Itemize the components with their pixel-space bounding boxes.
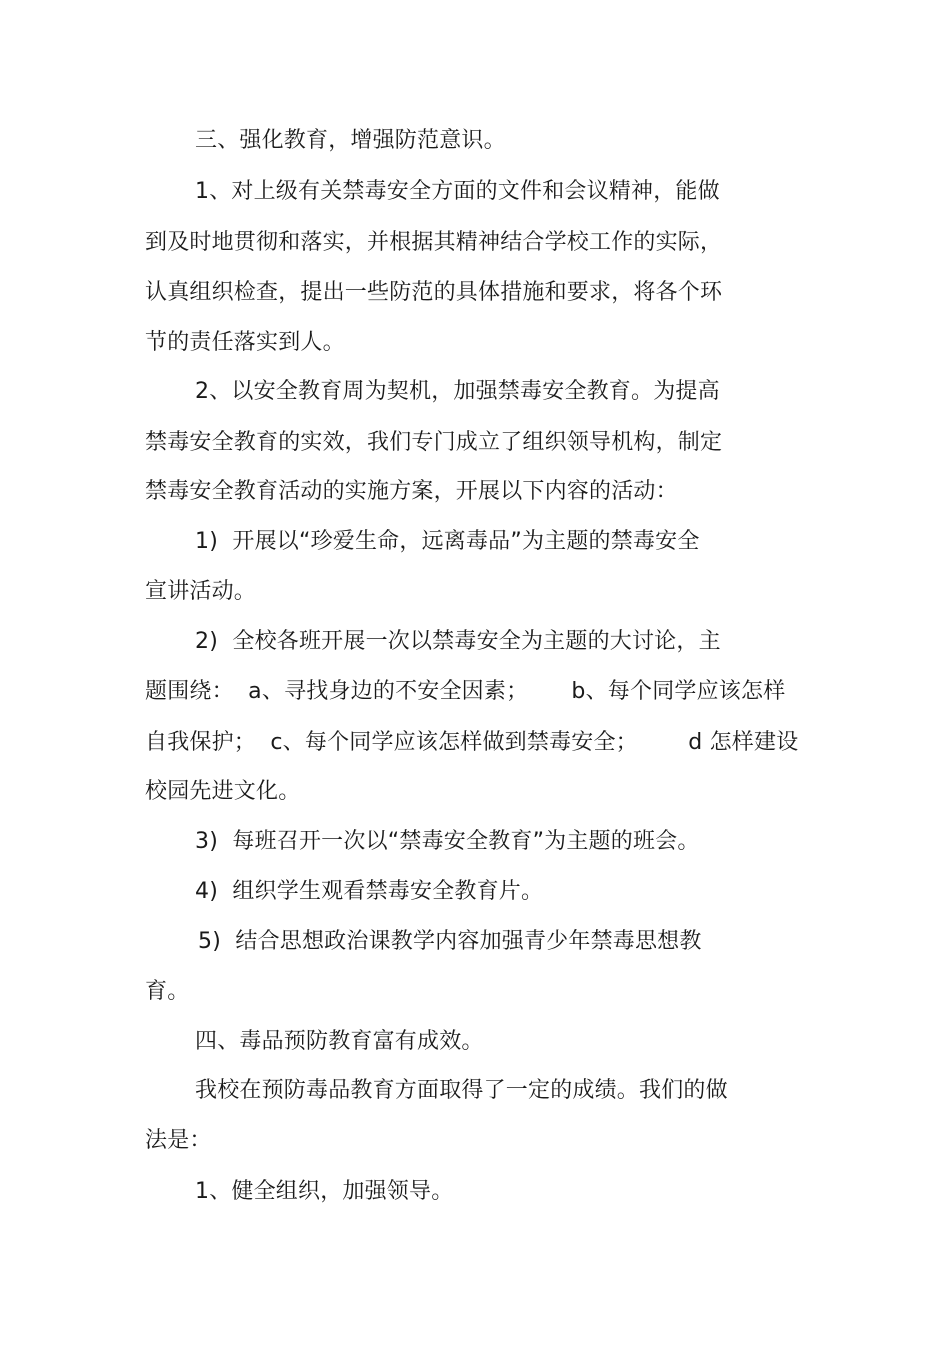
list-item-line: 4) 组织学生观看禁毒安全教育片。 [195, 879, 544, 904]
list-item-line: 5) 结合思想政治课教学内容加强青少年禁毒思想教 [198, 929, 702, 954]
list-item-line: 自我保护； c、每个同学应该怎样做到禁毒安全； d 怎样建设 [145, 730, 799, 755]
paragraph-line: 认真组织检查，提出一些防范的具体措施和要求，将各个环 [145, 280, 723, 305]
paragraph-line: 禁毒安全教育活动的实施方案，开展以下内容的活动： [145, 479, 678, 504]
section-heading-3: 三、强化教育，增强防范意识。 [195, 128, 506, 153]
paragraph-line: 2、以安全教育周为契机，加强禁毒安全教育。为提高 [195, 379, 720, 404]
paragraph-line: 法是： [145, 1128, 212, 1153]
paragraph-line: 我校在预防毒品教育方面取得了一定的成绩。我们的做 [195, 1078, 728, 1103]
paragraph-line: 1、健全组织，加强领导。 [195, 1179, 454, 1204]
paragraph-line: 到及时地贯彻和落实，并根据其精神结合学校工作的实际， [145, 230, 723, 255]
list-item-line: 校园先进文化。 [145, 779, 301, 804]
list-item-line: 题围绕： a、寻找身边的不安全因素； b、每个同学应该怎样 [145, 679, 786, 704]
list-item-line: 2) 全校各班开展一次以禁毒安全为主题的大讨论，主 [195, 629, 721, 654]
list-item-line: 3) 每班召开一次以“禁毒安全教育”为主题的班会。 [195, 829, 700, 854]
section-heading-4: 四、毒品预防教育富有成效。 [195, 1029, 484, 1054]
list-item-line: 育。 [145, 979, 190, 1004]
paragraph-line: 禁毒安全教育的实效，我们专门成立了组织领导机构，制定 [145, 430, 723, 455]
list-item-line: 1) 开展以“珍爱生命，远离毒品”为主题的禁毒安全 [195, 529, 700, 554]
paragraph-line: 1、对上级有关禁毒安全方面的文件和会议精神，能做 [195, 179, 720, 204]
list-item-line: 宣讲活动。 [145, 579, 257, 604]
paragraph-line: 节的责任落实到人。 [145, 330, 345, 355]
